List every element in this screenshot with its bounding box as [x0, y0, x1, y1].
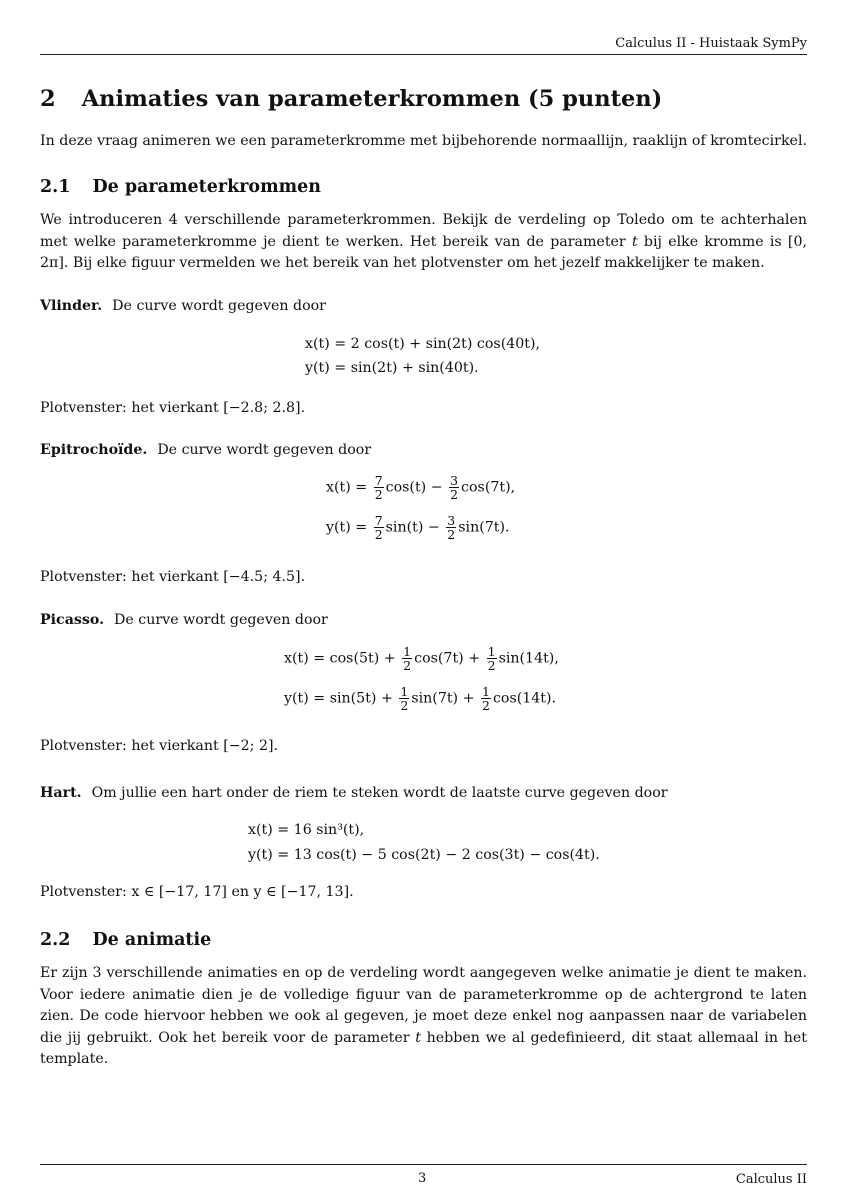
curve-epitrochoide-heading: Epitrochoïde. De curve wordt gegeven door — [40, 442, 372, 458]
vlinder-y-equation: y(t) = sin(2t) + sin(40t). — [305, 360, 479, 376]
subsection-heading-2-1 — [40, 177, 321, 197]
curve-hart-heading: Hart. Om jullie een hart onder de riem te steken wordt de laatste curve gegeven door — [40, 785, 668, 801]
page-number: 3 — [418, 1171, 427, 1186]
footer-rule — [40, 1164, 807, 1165]
fraction: $\frac{1}{2}$ — [487, 644, 496, 673]
fraction: $\frac{3}{2}$ — [447, 513, 456, 542]
picasso-x-equation: x(t) = cos(5t) + $\frac{1}{2}$ cos(7t) + $\frac{1}{2}$ sin(14t), — [284, 644, 559, 673]
subsection-2-2-text: Er zijn 3 verschillende animaties en op de verdeling wordt aangegeven welke animatie je dient te maken. Voor iedere animatie dien je de volledige figuur van de parameterkromme op de achtergrond te laten zien. De code hiervoor hebben we ook al gegeven, je moet deze enkel nog aanpassen naar de variabelen die jij gebruikt. Ook het bereik voor de parameter t hebben we al gedefinieerd, dit staat allemaal in het template. — [40, 965, 807, 1067]
param-t: t — [631, 233, 638, 250]
curve-picasso-heading: Picasso. De curve wordt gegeven door — [40, 612, 328, 628]
section-intro: In deze vraag animeren we een parameterkromme met bijbehorende normaallijn, raaklijn of kromtecirkel. — [40, 133, 807, 149]
hart-plot-window: Plotvenster: x ∈ [−17, 17] en y ∈ [−17, 13]. — [40, 884, 354, 900]
epitrochoide-plot-window: Plotvenster: het vierkant [−4.5; 4.5]. — [40, 569, 306, 585]
curve-name: Picasso. — [40, 612, 105, 628]
hart-y-equation: y(t) = 13 cos(t) − 5 cos(2t) − 2 cos(3t) − cos(4t). — [248, 847, 600, 863]
section-number: 2 — [40, 86, 56, 112]
subsection-number: 2.2 — [40, 930, 71, 950]
curve-name: Hart. — [40, 785, 82, 801]
fraction: $\frac{1}{2}$ — [482, 684, 490, 713]
footer-course: Calculus II — [735, 1172, 807, 1187]
fraction: $\frac{1}{2}$ — [400, 684, 409, 713]
vlinder-plot-window: Plotvenster: het vierkant [−2.8; 2.8]. — [40, 400, 306, 416]
curve-vlinder-heading: Vlinder. De curve wordt gegeven door — [40, 298, 326, 314]
fraction: $\frac{1}{2}$ — [403, 644, 412, 673]
curve-name: Epitrochoïde. — [40, 442, 148, 458]
epitrochoide-y-equation: y(t) = $\frac{7}{2}$ sin(t) − $\frac{3}{2}$ sin(7t). — [326, 513, 510, 542]
fraction: $\frac{7}{2}$ — [374, 473, 383, 502]
running-header: Calculus II - Huistaak SymPy — [615, 36, 807, 51]
section-heading — [40, 86, 662, 112]
header-rule — [40, 54, 807, 55]
hart-x-equation: x(t) = 16 sin³(t), — [248, 822, 365, 838]
vlinder-x-equation: x(t) = 2 cos(t) + sin(2t) cos(40t), — [305, 336, 541, 352]
section-title: Animaties van parameterkrommen (5 punten) — [81, 86, 663, 112]
subsection-2-1-text: We introduceren 4 verschillende parameterkrommen. Bekijk de verdeling op Toledo om te achterhalen met welke parameterkromme je dient te werken. Het bereik van de parameter t bij elke kromme is [0, 2π]. Bij elke figuur vermelden we het bereik van het plotvenster om het jezelf makkelijker te maken. — [40, 212, 807, 271]
curve-name: Vlinder. — [40, 298, 103, 314]
picasso-y-equation: y(t) = sin(5t) + $\frac{1}{2}$ sin(7t) + $\frac{1}{2}$ cos(14t). — [284, 684, 557, 713]
fraction: $\frac{7}{2}$ — [374, 513, 383, 542]
epitrochoide-x-equation: x(t) = $\frac{7}{2}$ cos(t) − $\frac{3}{2}$ cos(7t), — [326, 473, 516, 502]
subsection-title: De parameterkrommen — [92, 177, 321, 197]
param-t: t — [415, 1029, 421, 1046]
subsection-heading-2-2 — [40, 930, 211, 950]
picasso-plot-window: Plotvenster: het vierkant [−2; 2]. — [40, 738, 279, 754]
fraction: $\frac{3}{2}$ — [450, 473, 459, 502]
subsection-number: 2.1 — [40, 177, 71, 197]
subsection-title: De animatie — [92, 930, 212, 950]
